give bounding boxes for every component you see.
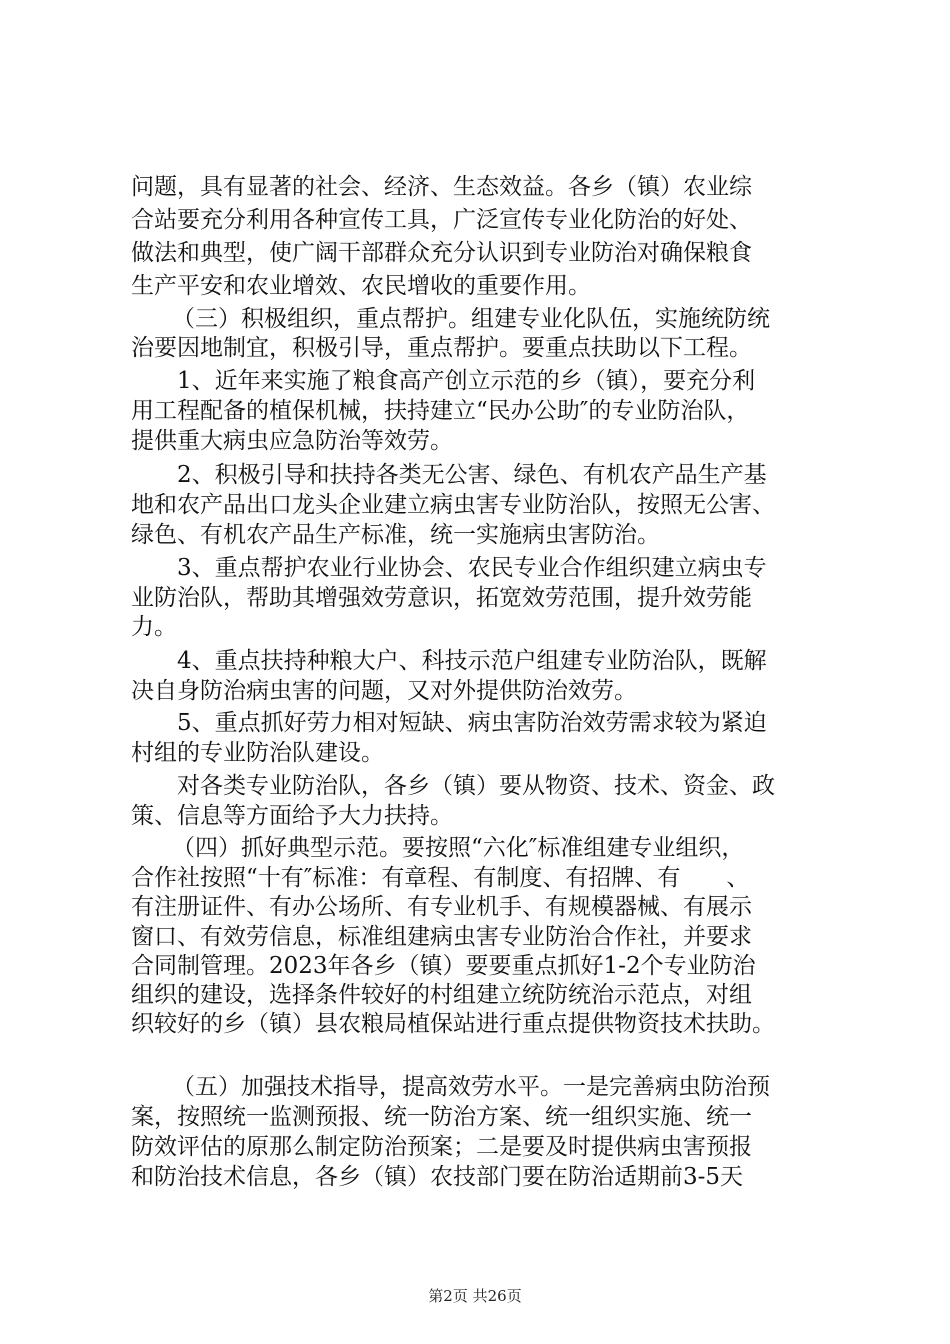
text-line: 案，按照统一监测预报、统一防治方案、统一组织实施、统一 (131, 1104, 752, 1130)
text-line: （三）积极组织，重点帮护。组建专业化队伍，实施统防统 (172, 306, 770, 332)
text-line: （五）加强技术指导，提高效劳水平。一是完善病虫防治预 (172, 1074, 770, 1100)
text-line: 有注册证件、有办公场所、有专业机手、有规模器械、有展示 (131, 894, 752, 920)
text-line: 对各类专业防治队，各乡（镇）要从物资、技术、资金、政 (177, 773, 775, 799)
text-line: 5、重点抓好劳力相对短缺、病虫害防治效劳需求较为紧迫 (177, 710, 767, 736)
text-line: 生产平安和农业增效、农民增收的重要作用。 (131, 273, 591, 299)
text-line: 用工程配备的植保机械，扶持建立“民办公助″的专业防治队， (131, 398, 750, 424)
text-line: 3、重点帮护农业行业协会、农民专业合作组织建立病虫专 (177, 555, 767, 581)
text-line: 1、近年来实施了粮食高产创立示范的乡（镇），要充分利 (177, 368, 756, 394)
page-number-footer: 第2页 共26页 (428, 1287, 522, 1305)
text-line: 合作社按照“十有″标准：有章程、有制度、有招牌、有 、 (131, 865, 750, 891)
text-line: 绿色、有机农产品生产标准，统一实施病虫害防治。 (131, 522, 660, 548)
text-line: 策、信息等方面给予大力扶持。 (131, 803, 453, 829)
text-line: 2、积极引导和扶持各类无公害、绿色、有机农产品生产基 (177, 462, 767, 488)
text-line: 地和农产品出口龙头企业建立病虫害专业防治队，按照无公害、 (131, 492, 775, 518)
text-line: 4、重点扶持种粮大户、科技示范户组建专业防治队，既解 (177, 648, 767, 674)
text-line: 合同制管理。2023年各乡（镇）要要重点抓好1-2个专业防治 (131, 953, 756, 979)
text-line: 和防治技术信息，各乡（镇）农技部门要在防治适期前3-5天 (131, 1164, 744, 1190)
text-line: 窗口、有效劳信息，标准组建病虫害专业防治合作社，并要求 (131, 924, 752, 950)
text-line: 业防治队，帮助其增强效劳意识，拓宽效劳范围，提升效劳能 (131, 585, 752, 611)
text-line: 做法和典型，使广阔干部群众充分认识到专业防治对确保粮食 (131, 240, 752, 266)
text-line: 防效评估的原那么制定防治预案；二是要及时提供病虫害预报 (131, 1134, 752, 1160)
text-line: （四）抓好典型示范。要按照“六化″标准组建专业组织， (172, 835, 745, 861)
text-line: 组织的建设，选择条件较好的村组建立统防统治示范点，对组 (131, 982, 752, 1008)
text-line: 治要因地制宜，积极引导，重点帮护。要重点扶助以下工程。 (131, 335, 752, 361)
text-line: 织较好的乡（镇）县农粮局植保站进行重点提供物资技术扶助。 (131, 1011, 775, 1037)
text-line: 问题，具有显著的社会、经济、生态效益。各乡（镇）农业综 (131, 174, 752, 200)
text-line: 合站要充分利用各种宣传工具，广泛宣传专业化防治的好处、 (131, 207, 752, 233)
text-line: 决自身防治病虫害的问题，又对外提供防治效劳。 (131, 678, 637, 704)
text-line: 力。 (131, 614, 177, 640)
text-line: 村组的专业防治队建设。 (131, 740, 384, 766)
text-line: 提供重大病虫应急防治等效劳。 (131, 428, 453, 454)
